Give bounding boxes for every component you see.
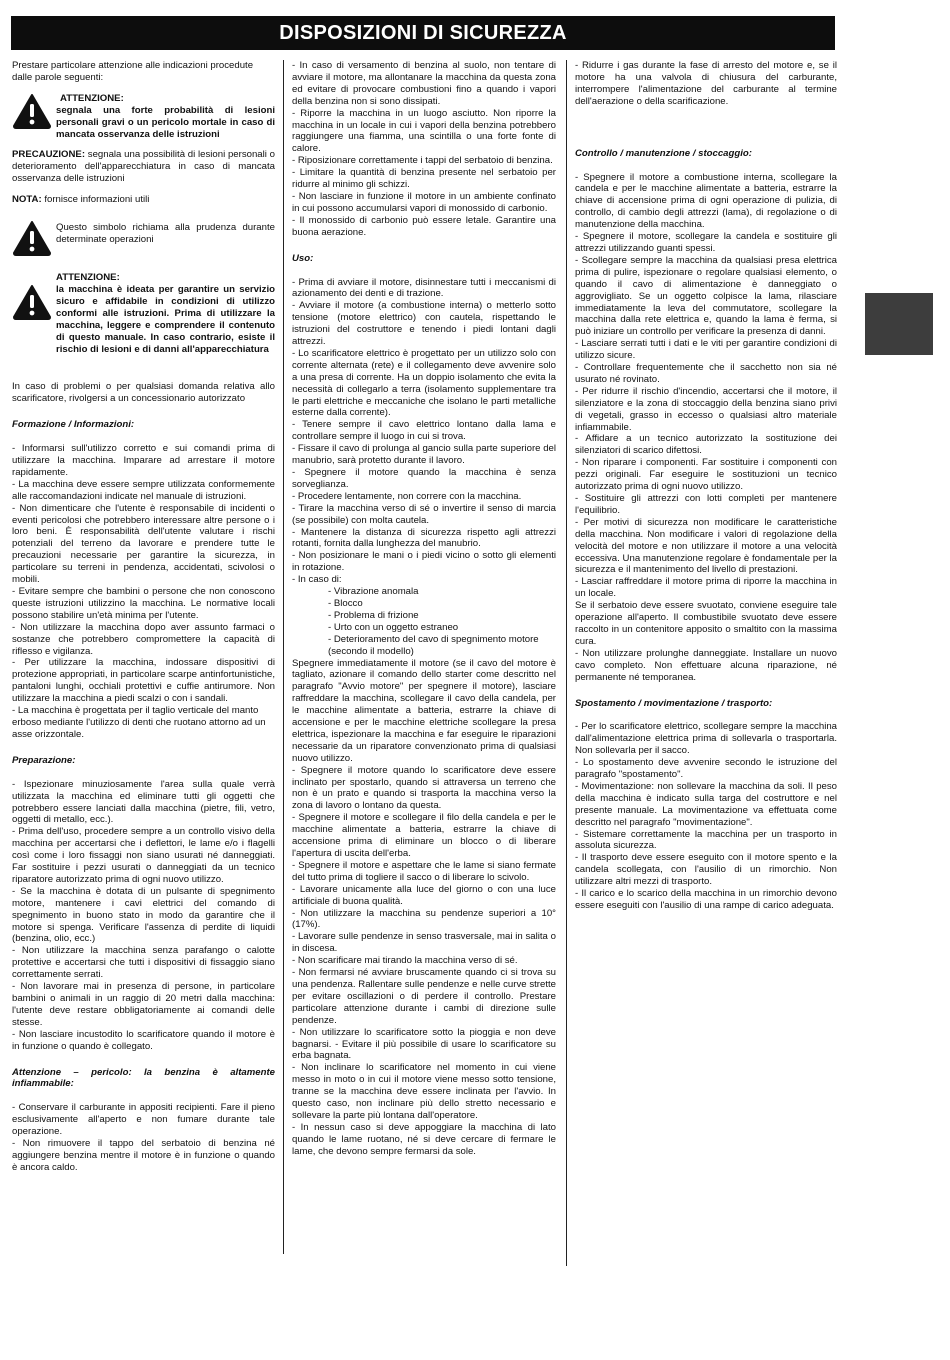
list-item: Spegnere immediatamente il motore (se il cavo del motore è tagliato, azionare il comando dello starter come descritto nel paragrafo "Avvio motore" per spegnere il motore), lasciare raffreddare la macchina, scollegare il cavo della candela, per le macchine alimentate a batteria, estrarre la chiave di accensione e per le macchine elettriche scollegare la presa elettrica, ispezionare la macchina e far eseguire le riparazioni necessarie da un riparatore convenzionato prima di qualsiasi nuovo utilizzo. [292,657,556,764]
list-item: - Non lavorare mai in presenza di persone, in particolare bambini o animali in un raggio di 20 metri dalla macchina: l'utente deve restare obbligatoriamente ai comandi delle stesse. [12,981,275,1028]
list-item: - Spegnere il motore quando lo scarificatore deve essere inclinato per spostarlo, quando si attraversa un terreno che non è un prato e quando si trasporta la macchina verso la zona di lavoro o lontano da questa. [292,764,556,812]
list-item: - Prima dell'uso, procedere sempre a un controllo visivo della macchina per accertarsi che i deflettori, le lame e/o i flagelli così come i loro fissaggi non siano usurati né danneggiati. Far sostituire i pezzi usurati o danneggiati da un tecnico riparatore autorizzato prima di ogni nuovo utilizzo. [12,826,275,885]
column-2 [292,60,556,1158]
list-item: - Evitare sempre che bambini o persone che non conoscono queste istruzioni utilizzino la macchina. Le normative locali possono stabilire un'età minima per l'utente. [12,586,275,621]
list-item: - Non utilizzare la macchina su pendenze superiori a 10° (17%). [292,907,556,931]
warning-triangle-icon [12,272,56,324]
list-item: - Non utilizzare prolunghe danneggiate. Installare un nuovo cavo completo. Non effettuare alcuna riparazione, né permanente né temporanea. [575,647,837,683]
list-item: - Spegnere il motore e scollegare il filo della candela e per le macchine alimentate a batteria, estrarre la chiave di accensione prima di eliminare un blocco o di liberare l'apertura di uscita dell'erba. [292,812,556,859]
sub-list-item: - Blocco [328,597,363,609]
list-item: - Sistemare correttamente la macchina per un trasporto in assoluta sicurezza. [575,828,837,852]
list-item: - Controllare frequentemente che il sacchetto non sia né usurato né rovinato. [575,362,837,385]
warning-block-1 [12,93,275,141]
section-title: Uso: [292,252,314,264]
list-item: - Spegnere il motore a combustione interna, scollegare la candela e per le macchine alimentate a batteria, estrarre la chiave di accensione prima di ogni operazione di pulizia, di controllo, di cambio degli attrezzi (lama), di regolazione o di manutenzione della macchina. [575,171,837,231]
list-item: - Spegnere il motore quando la macchina è senza sorveglianza. [292,467,556,490]
list-item: - Il carico e lo scarico della macchina in un rimorchio devono essere eseguiti con l'ausilio di una rampe di carico adeguata. [575,888,837,911]
section-title: Attenzione – pericolo: la benzina è altamente infiammabile: [12,1066,275,1090]
list-item: - Lavorare unicamente alla luce del giorno o con una luce artificiale di buona qualità. [292,883,556,907]
list-item: - Non lasciare in funzione il motore in un ambiente confinato in cui possono accumularsi vapori di monossido di carbonio. [292,190,556,214]
warning-title-2: ATTENZIONE: [56,272,120,284]
note-text: fornisce informazioni utili [41,194,150,206]
list-item: - Mantenere la distanza di sicurezza rispetto agli attrezzi rotanti, fornita dalla lunghezza del manubrio. [292,526,556,550]
list-item: - In nessun caso si deve appoggiare la macchina di lato quando le lame ruotano, né si deve cercare di fermare le lame, che devono sempre fermarsi da sole. [292,1121,556,1157]
list-item: - La macchina è progettata per il taglio verticale del manto erboso mediante l'utilizzo di denti che ruotano attorno ad un asse orizzontale. [12,705,266,740]
list-item: - Non riparare i componenti. Far sostituire i componenti con pezzi originali. Far eseguire le sostituzioni un tecnico autorizzato prima di ogni nuovo utilizzo. [575,457,837,493]
list-item: - Tenere sempre il cavo elettrico lontano dalla lama e controllare sempre il luogo in cui si trova. [292,419,556,443]
column-3 [575,60,837,912]
list-item: - Ispezionare minuziosamente l'area sulla quale verrà utilizzata la macchina ed eliminare tutti gli oggetti che potrebbero essere lanciati dalla macchina (pietre, fili, vetro, oggetti di metallo, ecc.). [12,778,275,826]
note-label: NOTA: [12,194,42,206]
list-item: - Spegnere il motore, scollegare la candela e sostituire gli attrezzi utilizzando guanti spessi. [575,231,837,254]
list-item: - Il trasporto deve essere eseguito con il motore spento e la candela scollegata, con l'ausilio di un rimorchio. Non utilizzare altri mezzi di trasporto. [575,852,837,888]
list-item: - Fissare il cavo di prolunga al gancio sulla parte superiore del manubrio, sarà protetto durante il lavoro. [292,443,556,467]
list-item: - Non utilizzare la macchina dopo aver assunto farmaci o sostanze che potrebbero compromettere la capacità di riflesso e vigilanza. [12,621,275,657]
note-paragraph [12,194,275,206]
warning-text-1: segnala una forte probabilità di lesioni personali gravi o un pericolo mortale in caso di mancata osservanza delle istruzioni [56,104,275,140]
column-divider-2 [566,60,567,1266]
list-item: - Non utilizzare lo scarificatore sotto la pioggia e non deve bagnarsi. - Evitare il più possibile di usare lo scarificatore su erba bagnata. [292,1026,556,1062]
list-item: - Riposizionare correttamente i tappi del serbatoio di benzina. [292,155,553,167]
column-divider-1 [283,60,284,1254]
list-item: - Lavorare sulle pendenze in senso trasversale, mai in salita o in discesa. [292,931,556,955]
section-title: Preparazione: [12,754,76,766]
column-1 [12,60,275,1174]
list-item: - Il monossido di carbonio può essere letale. Garantire una buona aerazione. [292,214,556,238]
section-title: Controllo / manutenzione / stoccaggio: [575,147,752,159]
list-item: - Non posizionare le mani o i piedi vicino o sotto gli elementi in rotazione. [292,550,556,574]
list-item: Se il serbatoio deve essere svuotato, conviene eseguire tale operazione all'aperto. Il combustibile svuotato deve essere raccolto in un contenitore apposito o smaltito con la massima cura. [575,600,837,647]
list-item: - Movimentazione: non sollevare la macchina da soli. Il peso della macchina è indicato sulla targa del costruttore e nel presente manuale. La movimentazione va effettuata come descritto nel paragrafo "movimentazione". [575,780,837,828]
list-item: - Lasciare serrati tutti i dati e le viti per garantire condizioni di utilizzo sicure. [575,338,837,362]
precaution-label: PRECAUZIONE: [12,149,86,161]
list-item: - Per lo scarificatore elettrico, scollegare sempre la macchina dall'alimentazione elettrica prima di sollevarla o trasportarla. Non sollevarla per il sacco. [575,721,837,757]
list-item: - Lo scarificatore elettrico è progettato per un utilizzo solo con corrente alternata (rete) e il collegamento deve avvenire solo a una presa di corrente. Ha un doppio isolamento che evita la necessità di collegarlo a terra (isolamento supplementare tra le parti elettriche e meccaniche che isolano le parti metalliche esterne dalla corrente). [292,347,556,419]
list-item: - Informarsi sull'utilizzo corretto e sui comandi prima di utilizzare la macchina. Imparare ad arrestare il motore rapidamente. [12,443,275,478]
list-item: - Riporre la macchina in un luogo asciutto. Non riporre la macchina in un locale in cui i vapori della benzina potrebbero raggiungere una fiamma, una scintilla o una forte fonte di calore. [292,107,556,155]
problems-text: In caso di problemi o per qualsiasi domanda relativa allo scarificatore, rivolgersi a un concessionario autorizzato [12,381,275,405]
list-item: - Non fermarsi né avviare bruscamente quando ci si trova su una pendenza. Rallentare sulle pendenze e nelle curve strette per evitare oscillazioni o di perdere il controllo. Prestare particolare attenzione durante i cambi di direzione sulle pendenze. [292,967,556,1026]
list-item: - Sostituire gli attrezzi con lotti completi per mantenere l'equilibrio. [575,493,837,516]
sub-list-item: - Deterioramento del cavo di spegnimento motore (secondo il modello) [328,633,539,657]
list-item: - Tirare la macchina verso di sé o invertire il senso di marcia (se possibile) con molta cautela. [292,502,556,526]
warning-triangle-icon [12,93,56,133]
list-item: - Per motivi di sicurezza non modificare le caratteristiche della macchina. Non modificare i valori di regolazione della velocità del motore e non utilizzare il motore a una velocità eccessiva. Una manutenzione regolare è fondamentale per la sicurezza e il mantenimento del livello di prestazioni. [575,516,837,576]
list-item: - Prima di avviare il motore, disinnestare tutti i meccanismi di azionamento dei denti e di trazione. [292,276,556,300]
list-item: - Per ridurre il rischio d'incendio, accertarsi che il motore, il silenziatore e la zona di stoccaggio della benzina siano privi di vegetali, grasso in eccesso o qualsiasi altro materiale infiammabile. [575,385,837,433]
page-title-bar [11,16,835,50]
intro-text: Prestare particolare attenzione alle indicazioni procedute dalle parole seguenti: [12,60,254,83]
list-item: - Lasciar raffreddare il motore prima di riporre la macchina in un locale. [575,576,837,600]
list-item: - La macchina deve essere sempre utilizzata conformemente alle raccomandazioni indicate nel manuale di istruzioni. [12,478,275,502]
symbol-text: Questo simbolo richiama alla prudenza durante determinate operazioni [56,222,275,245]
list-item: - In caso di versamento di benzina al suolo, non tentare di avviare il motore, ma allontanare la macchina da questa zona ed evitare di provocare combustioni fino a quando i vapori della benzina non si sono dissipati. [292,60,556,107]
warning-text-2: la macchina è ideata per garantire un servizio sicuro e affidabile in condizioni di utilizzo conformi alle istruzioni. Prima di utilizzare la macchina, leggere e comprendere il contenuto di questo manuale. In caso contrario, esiste il rischio di lesioni e di danni all'apparecchiatura [56,283,275,355]
list-item: - Lo spostamento deve avvenire secondo le istruzione del paragrafo "spostamento". [575,757,837,781]
list-item: - Spegnere il motore e aspettare che le lame si siano fermate del tutto prima di togliere il sacco o di liberare lo scivolo. [292,859,556,883]
section-tab-marker [865,293,933,355]
list-item: - Limitare la quantità di benzina presente nel serbatoio per ridurre al minimo gli schizzi. [292,167,556,191]
sub-list-item: - Vibrazione anomala [328,586,419,598]
list-item: - Avviare il motore (a combustione interna) o metterlo sotto tensione (motore elettrico) con cautela, rispettando le istruzioni del costruttore e tenendo i piedi lontani dagli attrezzi. [292,300,556,348]
warning-block-2 [12,272,275,355]
list-item: - Non lasciare incustodito lo scarificatore quando il motore è in funzione o quando è collegato. [12,1028,275,1052]
page-title: DISPOSIZIONI DI SICUREZZA [279,21,567,44]
section-title: Formazione / Informazioni: [12,419,135,431]
list-item: - Scollegare sempre la macchina da qualsiasi presa elettrica prima di pulire, ispezionare o regolare qualsiasi elemento, o quando il cavo di alimentazione è danneggiato o aggrovigliato. Se un oggetto colpisce la lama, rilasciare immediatamente la leva del commutatore, scollegare la macchina dalla rete elettrica e, quando la lama è ferma, si può iniziare un controllo per verificare la presenza di danni. [575,254,837,338]
list-item: - Non dimenticare che l'utente è responsabile di incidenti o eventi pericolosi che potrebbero interessare altre persone o i loro beni. È responsabilità dell'utente valutare i rischi potenziali del terreno da lavorare e prendere tutte le precauzioni necessarie per garantire la sicurezza, in particolare su terreni in pendenza, accidentati, scivolosi o mobili. [12,502,275,586]
sub-list-item: - Urto con un oggetto estraneo [328,621,459,633]
list-item: - Affidare a un tecnico autorizzato la sostituzione dei silenziatori di scarico difettosi. [575,433,837,457]
symbol-block [12,220,275,260]
list-item: - Non inclinare lo scarificatore nel momento in cui viene messo in moto o in cui il motore viene messo sotto tensione, tranne se la macchina deve essere inclinata per l'avvio. In questo caso, non inclinare più dello stretto necessario e sollevare la parte più lontana dall'operatore. [292,1062,556,1121]
list-item: - Se la macchina è dotata di un pulsante di spegnimento motore, mantenere i cavi elettrici del comando di spegnimento in buono stato in modo da garantire che il motore si spenga. Verificare l'assenza di perdite di liquidi (benzina, olio, ecc.) [12,885,275,945]
list-item: - Conservare il carburante in appositi recipienti. Fare il pieno esclusivamente all'aperto e non fumare durante tale operazione. [12,1102,275,1138]
section-title: Spostamento / movimentazione / trasporto: [575,697,773,709]
precaution-text: segnala una possibilità di lesioni personali o deterioramento dell'apparecchiatura in caso di mancata osservanza delle istruzioni [12,149,275,185]
list-item: - Per utilizzare la macchina, indossare dispositivi di protezione appropriati, in particolare scarpe antinfortunistiche, pantaloni lunghi, occhiali protettivi e cuffie antirumore. Non utilizzare la macchina a piedi scalzi o con i sandali. [12,657,275,705]
warning-title-1: ATTENZIONE: [60,92,124,104]
list-item: - Ridurre i gas durante la fase di arresto del motore e, se il motore ha una valvola di chiusura del carburante, interrompere l'alimentazione del carburante al termine dell'aerazione o della scarificazione. [575,60,837,107]
warning-triangle-icon [12,220,56,260]
list-item: - Procedere lentamente, non correre con la macchina. [292,490,522,502]
list-item: - Non scarificare mai tirando la macchina verso di sé. [292,955,518,967]
sub-list-item: - Problema di frizione [328,609,419,621]
list-item: - In caso di: [292,574,342,586]
list-item: - Non utilizzare la macchina senza parafango o calotte protettive e accertarsi che tutti i dispositivi di fissaggio siano correttamente serrati. [12,945,275,981]
precaution-paragraph [12,149,275,185]
list-item: - Non rimuovere il tappo del serbatoio di benzina né aggiungere benzina mentre il motore è in funzione o quando è ancora caldo. [12,1138,275,1173]
